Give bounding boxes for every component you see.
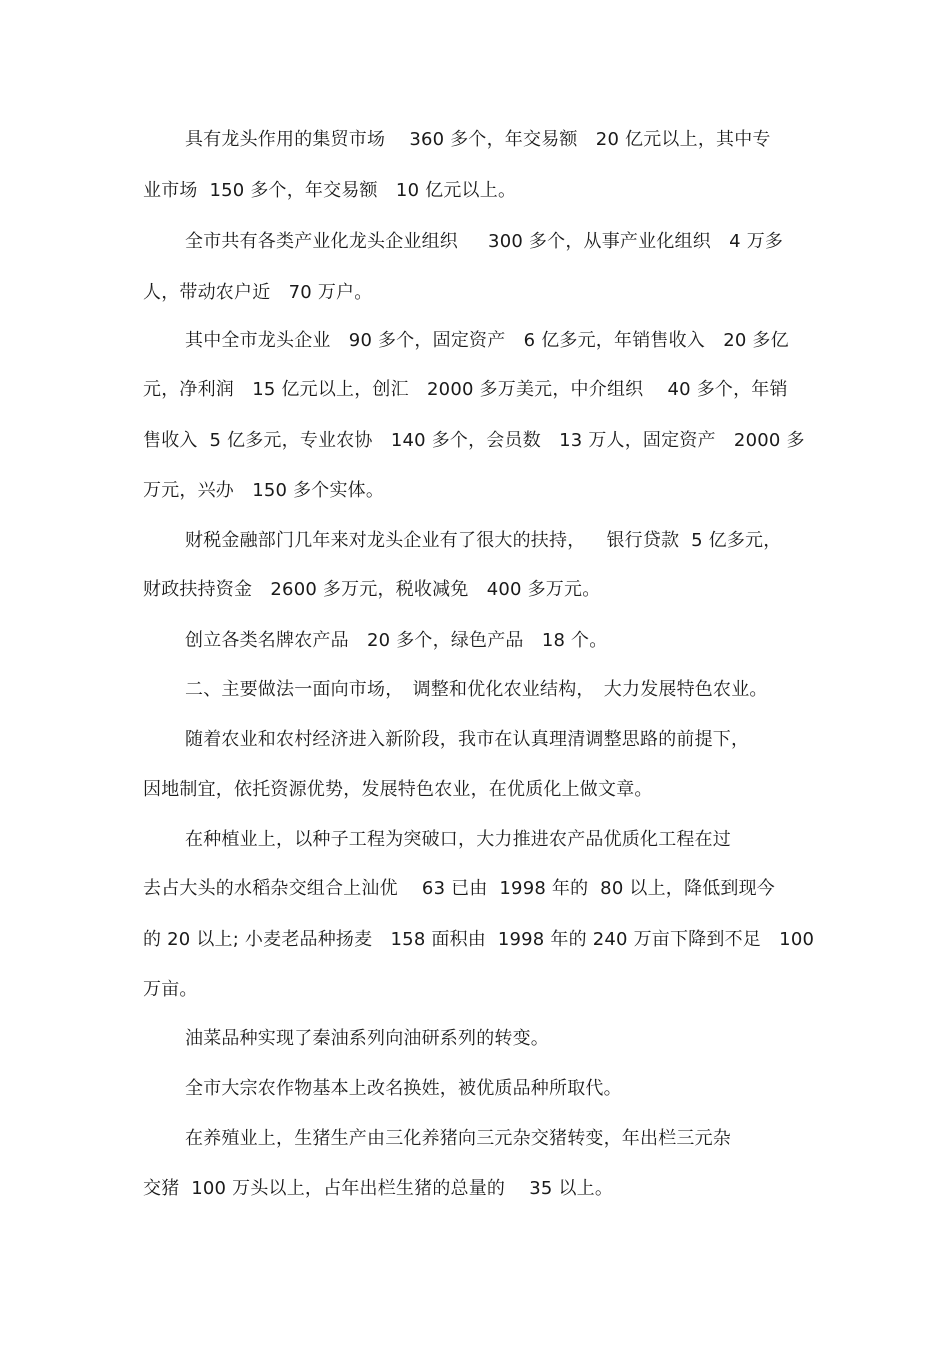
text-line: 其中全市龙头企业 90 多个，固定资产 6 亿多元，年销售收入 20 多亿: [185, 330, 789, 351]
text-line: 业市场 150 多个，年交易额 10 亿元以上。: [143, 180, 517, 201]
text-line: 交猪 100 万头以上，占年出栏生猪的总量的 35 以上。: [143, 1178, 614, 1199]
text-line: 具有龙头作用的集贸市场 360 多个，年交易额 20 亿元以上，其中专: [185, 129, 771, 150]
text-line: 二、主要做法一面向市场， 调整和优化农业结构， 大力发展特色农业。: [185, 679, 768, 700]
text-line: 万亩。: [143, 979, 198, 1000]
text-line: 在养殖业上，生猪生产由三化养猪向三元杂交猪转变，年出栏三元杂: [185, 1128, 731, 1149]
text-line: 财税金融部门几年来对龙头企业有了很大的扶持， 银行贷款 5 亿多元，: [185, 530, 782, 551]
text-line: 在种植业上，以种子工程为突破口，大力推进农产品优质化工程在过: [185, 829, 731, 850]
text-line: 人，带动农户近 70 万户。: [143, 282, 373, 303]
text-line: 因地制宜，依托资源优势，发展特色农业，在优质化上做文章。: [143, 779, 653, 800]
text-line: 创立各类名牌农产品 20 多个，绿色产品 18 个。: [185, 630, 608, 651]
text-line: 的 20 以上; 小麦老品种扬麦 158 面积由 1998 年的 240 万亩下降到不足 100: [143, 929, 815, 950]
text-line: 去占大头的水稻杂交组合上汕优 63 已由 1998 年的 80 以上，降低到现今: [143, 878, 775, 899]
text-line: 售收入 5 亿多元，专业农协 140 多个，会员数 13 万人，固定资产 2000 多: [143, 430, 805, 451]
text-line: 元，净利润 15 亿元以上，创汇 2000 多万美元，中介组织 40 多个，年销: [143, 379, 788, 400]
text-line: 随着农业和农村经济进入新阶段，我市在认真理清调整思路的前提下，: [185, 729, 750, 750]
text-line: 全市共有各类产业化龙头企业组织 300 多个，从事产业化组织 4 万多: [185, 231, 784, 252]
text-line: 全市大宗农作物基本上改名换姓，被优质品种所取代。: [185, 1078, 622, 1099]
text-line: 财政扶持资金 2600 多万元，税收减免 400 多万元。: [143, 579, 601, 600]
text-line: 油菜品种实现了秦油系列向油研系列的转变。: [185, 1028, 549, 1049]
text-line: 万元，兴办 150 多个实体。: [143, 480, 385, 501]
